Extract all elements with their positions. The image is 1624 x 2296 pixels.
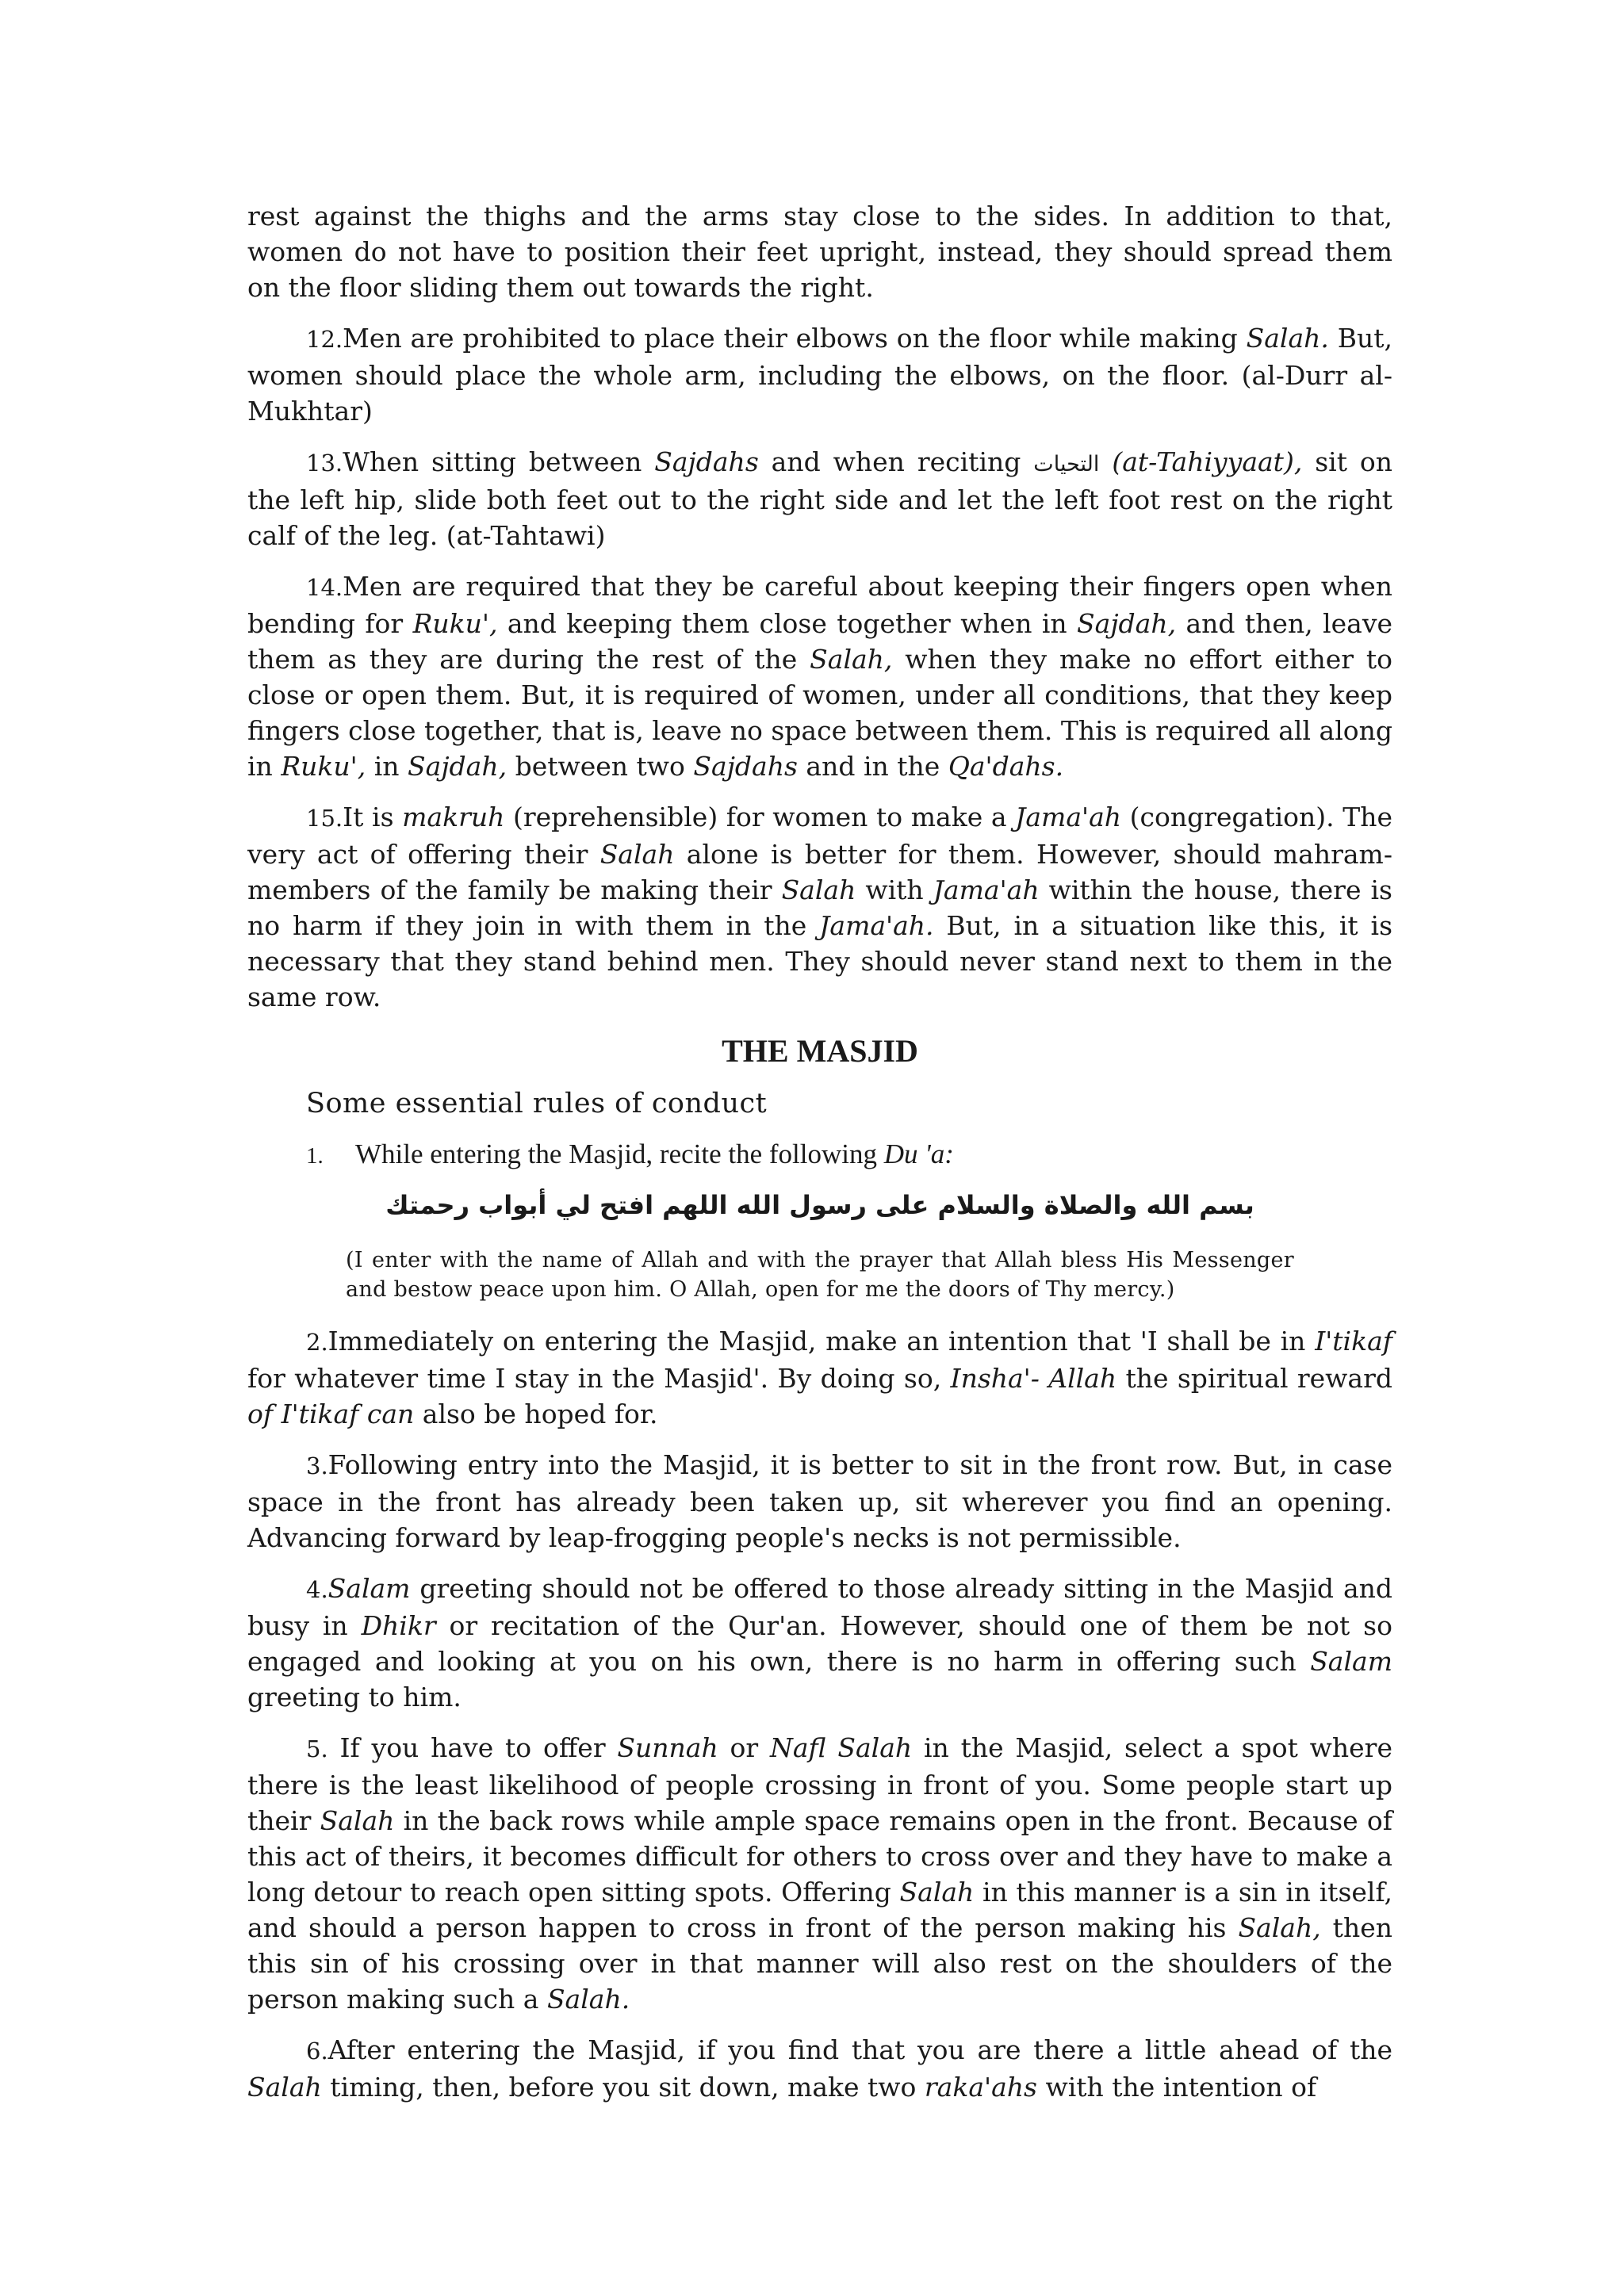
rule-1: 1. While entering the Masjid, recite the following Du 'a: [306, 1138, 954, 1169]
rule-6: 6.After entering the Masjid, if you find that you are there a little ahead of the Salah timing, then, before you sit down, make two raka'ahs with the intention of [247, 2034, 1392, 2103]
rule-2: 2.Immediately on entering the Masjid, make an intention that 'I shall be in I'tikaf for whatever time I stay in the Masjid'. By doing so, Insha'- Allah the spiritual reward of I'tikaf can also be hoped for. [247, 1326, 1392, 1429]
dua-translation: (I enter with the name of Allah and with the prayer that Allah bless His Messenger and bestow peace upon him. O Allah, open for me the doors of Thy mercy.) [346, 1248, 1294, 1302]
section-heading: THE MASJID [722, 1033, 918, 1069]
paragraph-13: 13.When sitting between Sajdahs and when reciting التحيات (at-Tahiyyaat), sit on the left hip, slide both feet out to the right side and let the left foot rest on the right calf of the leg. (at-Tahtawi) [247, 446, 1393, 551]
dua-arabic-text: بسم الله والصلاة والسلام على رسول الله اللهم افتح لي أبواب رحمتك [385, 1190, 1254, 1220]
rule-4: 4.Salam greeting should not be offered to those already sitting in the Masjid and busy in Dhikr or recitation of the Qur'an. However, should one of them be not so engaged and looking at you on his own, there is no harm in offering such Salam greeting to him. [247, 1573, 1392, 1712]
section-subheading: Some essential rules of conduct [306, 1088, 768, 1119]
document-page [247, 198, 1392, 2120]
rule-5: 5. If you have to offer Sunnah or Nafl Salah in the Masjid, select a spot where there is the least likelihood of people crossing in front of you. Some people start up their Salah in the back rows while ample space remains open in the front. Because of this act of theirs, it becomes difficult for others to cross over and they have to make a long detour to reach open sitting spots. Offering Salah in this manner is a sin in itself, and should a person happen to cross in front of the person making his Salah, then this sin of his crossing over in that manner will also rest on the shoulders of the person making such a Salah. [247, 1732, 1392, 2015]
arabic-inline-term: التحيات [1033, 452, 1100, 476]
paragraph-14: 14.Men are required that they be careful about keeping their fingers open when bending for Ruku', and keeping them close together when in Sajdah, and then, leave them as they are during the rest of the Salah, when they make no effort either to close or open them. But, it is required of women, under all conditions, that they keep fingers close together, that is, leave no space between them. This is required all along in Ruku', in Sajdah, between two Sajdahs and in the Qa'dahs. [247, 571, 1393, 782]
paragraph-12: 12.Men are prohibited to place their elbows on the floor while making Salah. But, women should place the whole arm, including the elbows, on the floor. (al-Durr al-Mukhtar) [247, 323, 1392, 427]
paragraph-15: 15.It is makruh (reprehensible) for women to make a Jama'ah (congregation). The very act of offering their Salah alone is better for them. However, should mahram-members of the family be making their Salah with Jama'ah within the house, there is no harm if they join in with them in the Jama'ah. But, in a situation like this, it is necessary that they stand behind men. They should never stand next to them in the same row. [247, 802, 1393, 1012]
paragraph-continuation: rest against the thighs and the arms stay close to the sides. In addition to that, women do not have to position their feet upright, instead, they should spread them on the floor sliding them out towards the right. [247, 201, 1392, 303]
rule-3: 3.Following entry into the Masjid, it is better to sit in the front row. But, in case space in the front has already been taken up, sit wherever you find an opening. Advancing forward by leap-frogging people's necks is not permissible. [247, 1449, 1392, 1553]
